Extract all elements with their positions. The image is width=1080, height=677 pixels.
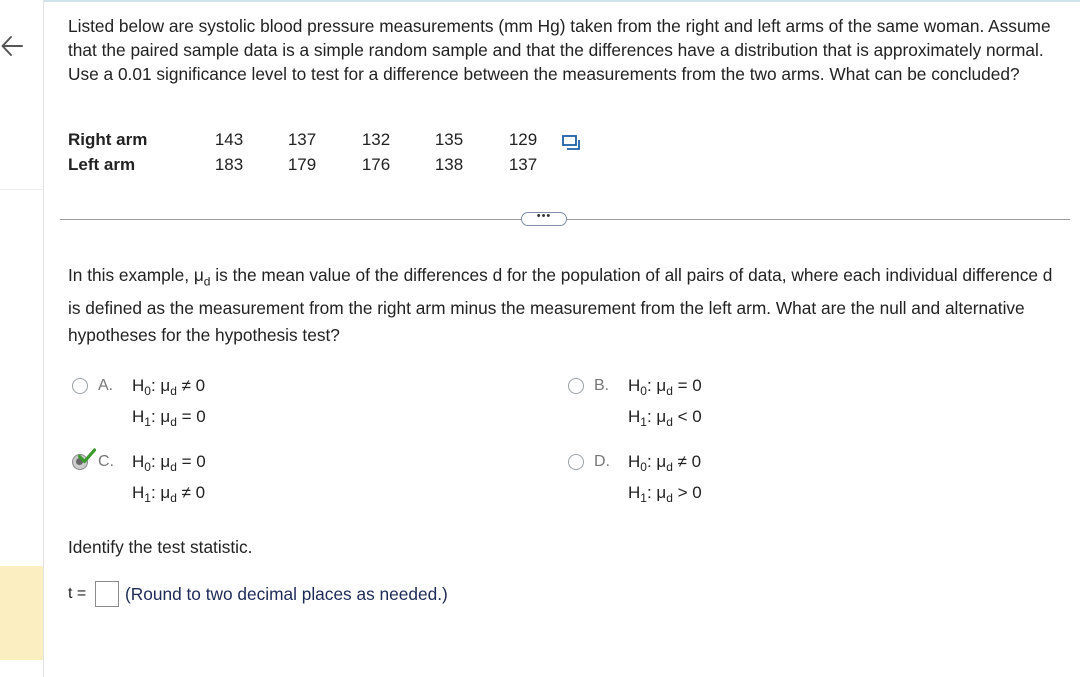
t-answer-input[interactable]	[95, 581, 119, 607]
h-subscript: 1	[144, 491, 151, 505]
mu-subscript: d	[666, 384, 673, 398]
question-text	[68, 262, 1063, 349]
mu-subscript: d	[170, 460, 177, 474]
expand-more-button[interactable]	[521, 212, 567, 226]
h-symbol: H	[628, 483, 641, 502]
mu-symbol: : μ	[646, 452, 667, 471]
option-d-alt-hypothesis	[628, 483, 702, 505]
h-subscript: 1	[640, 491, 647, 505]
relation: ≠ 0	[176, 376, 206, 395]
relation: ≠ 0	[176, 483, 206, 502]
h-subscript: 0	[144, 460, 151, 474]
relation: < 0	[672, 407, 702, 426]
question-mu-subscript: d	[203, 274, 211, 289]
rail-divider	[0, 189, 43, 190]
option-c-null-hypothesis	[132, 452, 206, 474]
rail-current-part-marker	[0, 566, 43, 660]
h-subscript: 0	[640, 460, 647, 474]
option-d-null-hypothesis	[628, 452, 701, 474]
mu-symbol: : μ	[150, 407, 171, 426]
identify-prompt: Identify the test statistic.	[68, 537, 253, 557]
problem-statement: Listed below are systolic blood pressure measurements (mm Hg) taken from the right and left arms of the same woman. Assume that the paired sample data is a simple random sample and that the differences have a distribution that is approximately normal. Use a 0.01 significance level to test for a difference between the measurements from the two arms. What can be concluded?	[68, 16, 1051, 84]
h-subscript: 0	[640, 384, 647, 398]
row-label: Right arm	[68, 130, 148, 149]
option-b-radio[interactable]	[568, 378, 584, 394]
option-letter: C.	[98, 453, 114, 470]
h-symbol: H	[628, 452, 641, 471]
option-d[interactable]	[568, 454, 968, 518]
top-border	[44, 0, 1080, 2]
t-label: t =	[68, 585, 87, 602]
option-letter: D.	[594, 453, 610, 470]
question-part-2: is the mean value of the differences d for the population of all pairs of data, where each individual difference d is defined as the measurement from the right arm minus the measurement from the left arm. What are the null and alternative hypotheses for the hypothesis test?	[68, 265, 1053, 346]
data-cell: 137	[508, 155, 538, 174]
data-cell: 183	[214, 155, 244, 174]
h-symbol: H	[132, 483, 145, 502]
mu-symbol: : μ	[646, 407, 667, 426]
option-a[interactable]	[72, 378, 472, 442]
mu-symbol: : μ	[646, 483, 667, 502]
option-b[interactable]	[568, 378, 968, 442]
mu-symbol: : μ	[646, 376, 667, 395]
data-cell: 176	[361, 155, 391, 174]
h-symbol: H	[132, 376, 145, 395]
option-c[interactable]	[72, 454, 472, 518]
mu-symbol: : μ	[150, 452, 171, 471]
h-subscript: 0	[144, 384, 151, 398]
data-cell: 135	[434, 130, 464, 149]
data-cell: 129	[508, 130, 538, 149]
h-subscript: 1	[640, 415, 647, 429]
h-symbol: H	[132, 407, 145, 426]
option-letter: B.	[594, 377, 610, 394]
relation: > 0	[672, 483, 702, 502]
option-b-alt-hypothesis	[628, 407, 702, 429]
relation: = 0	[176, 452, 206, 471]
relation: = 0	[176, 407, 206, 426]
mu-subscript: d	[170, 491, 177, 505]
option-b-null-hypothesis	[628, 376, 702, 398]
data-cell: 138	[434, 155, 464, 174]
option-letter: A.	[98, 377, 114, 394]
data-cell: 132	[361, 130, 391, 149]
option-d-radio[interactable]	[568, 454, 584, 470]
mu-symbol: : μ	[150, 483, 171, 502]
mu-symbol: : μ	[150, 376, 171, 395]
mu-subscript: d	[666, 415, 673, 429]
option-a-alt-hypothesis	[132, 407, 206, 429]
option-c-alt-hypothesis	[132, 483, 205, 505]
h-symbol: H	[132, 452, 145, 471]
mu-subscript: d	[666, 460, 673, 474]
back-arrow-icon[interactable]	[0, 32, 26, 60]
h-symbol: H	[628, 376, 641, 395]
mu-subscript: d	[170, 415, 177, 429]
mu-subscript: d	[666, 491, 673, 505]
left-rail	[0, 0, 44, 677]
correct-check-icon	[78, 448, 96, 464]
row-label: Left arm	[68, 155, 136, 174]
mu-subscript: d	[170, 384, 177, 398]
relation: = 0	[672, 376, 702, 395]
h-symbol: H	[628, 407, 641, 426]
copy-data-icon[interactable]	[561, 134, 581, 152]
relation: ≠ 0	[672, 452, 702, 471]
more-label: •••	[536, 210, 552, 222]
rounding-hint: (Round to two decimal places as needed.)	[125, 584, 448, 604]
data-cell: 143	[214, 130, 244, 149]
data-cell: 137	[287, 130, 317, 149]
h-subscript: 1	[144, 415, 151, 429]
option-a-radio[interactable]	[72, 378, 88, 394]
question-part-1: In this example, μ	[68, 265, 204, 285]
data-cell: 179	[287, 155, 317, 174]
option-a-null-hypothesis	[132, 376, 205, 398]
